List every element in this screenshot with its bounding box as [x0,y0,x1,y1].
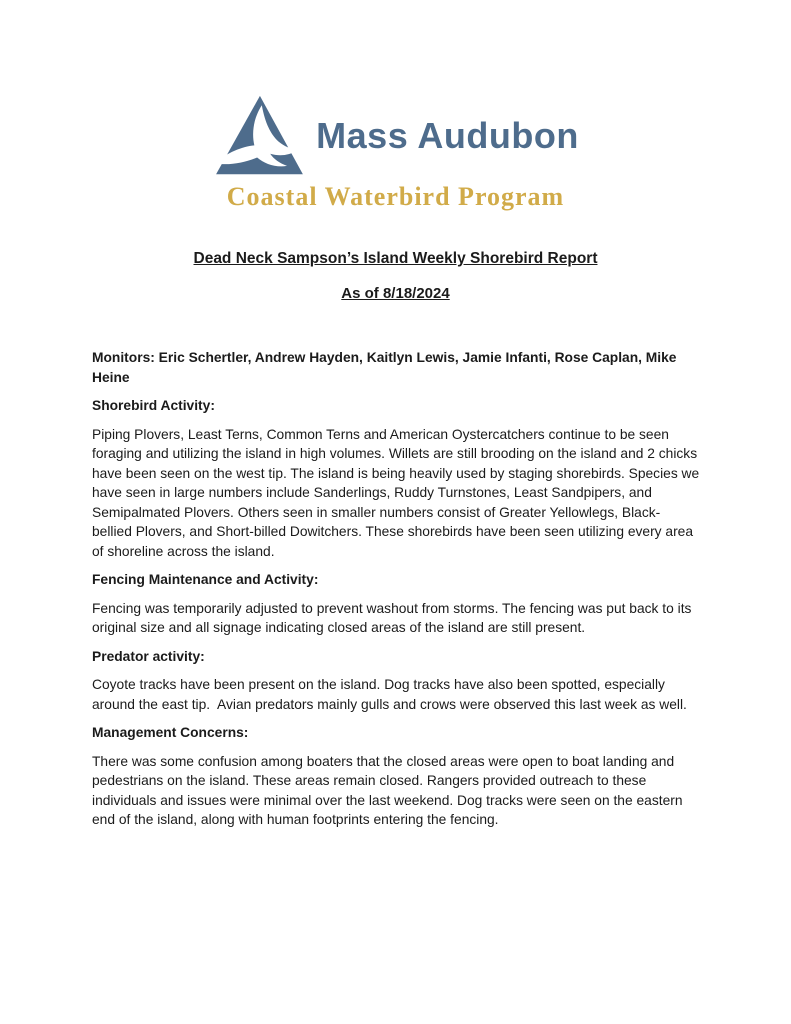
program-name: Coastal Waterbird Program [226,182,565,211]
report-title: Dead Neck Sampson’s Island Weekly Shorebird Report [193,250,598,267]
section-heading-predator: Predator activity: [92,648,205,664]
section-heading-shorebird-activity: Shorebird Activity: [92,398,215,413]
section-heading-fencing: Fencing Maintenance and Activity: [92,572,319,587]
section-heading-management: Management Concerns: [92,725,249,740]
logo-row [212,94,579,178]
section-body-management: There was some confusion among boaters that the closed areas were open to boat landing and pedestrians on the island. These areas remain closed. Rangers provided outreach to these individuals and issues were minimal over the last weekend. Dog tracks were seen on the eastern end of the island, along with human footprints entering the fencing. [92,753,687,827]
mass-audubon-logo [0,0,791,212]
report-body [92,348,704,830]
section-body-shorebird-activity: Piping Plovers, Least Terns, Common Terns and American Oystercatchers continue to be seen foraging and utilizing the island in high volumes. Willets are still brooding on the island and 2 chicks have been seen on the west tip. The island is being heavily used by staging shorebirds. Species we have seen in large numbers include Sanderlings, Ruddy Turnstones, Least Sandpipers, and Semipalmated Plovers. Others seen in smaller numbers consist of Greater Yellowlegs, Black-bellied Plovers, and Short-billed Dowitchers. These shorebirds have been seen utilizing every area of shoreline across the island. [92,426,704,559]
section-body-fencing: Fencing was temporarily adjusted to prevent washout from storms. The fencing was put back to its original size and all signage indicating closed areas of the island are still present. [92,600,696,635]
tern-triangle-icon [212,94,306,178]
monitors-line: Monitors: Eric Schertler, Andrew Hayden, Kaitlyn Lewis, Jamie Infanti, Rose Caplan, Mike Heine [92,350,681,385]
section-body-predator: Coyote tracks have been present on the island. Dog tracks have also been spotted, especially around the east tip. Avian predators mainly gulls and crows were observed this last week as well. [92,677,687,712]
org-name: Mass Audubon [316,115,579,156]
report-date: As of 8/18/2024 [341,285,450,302]
